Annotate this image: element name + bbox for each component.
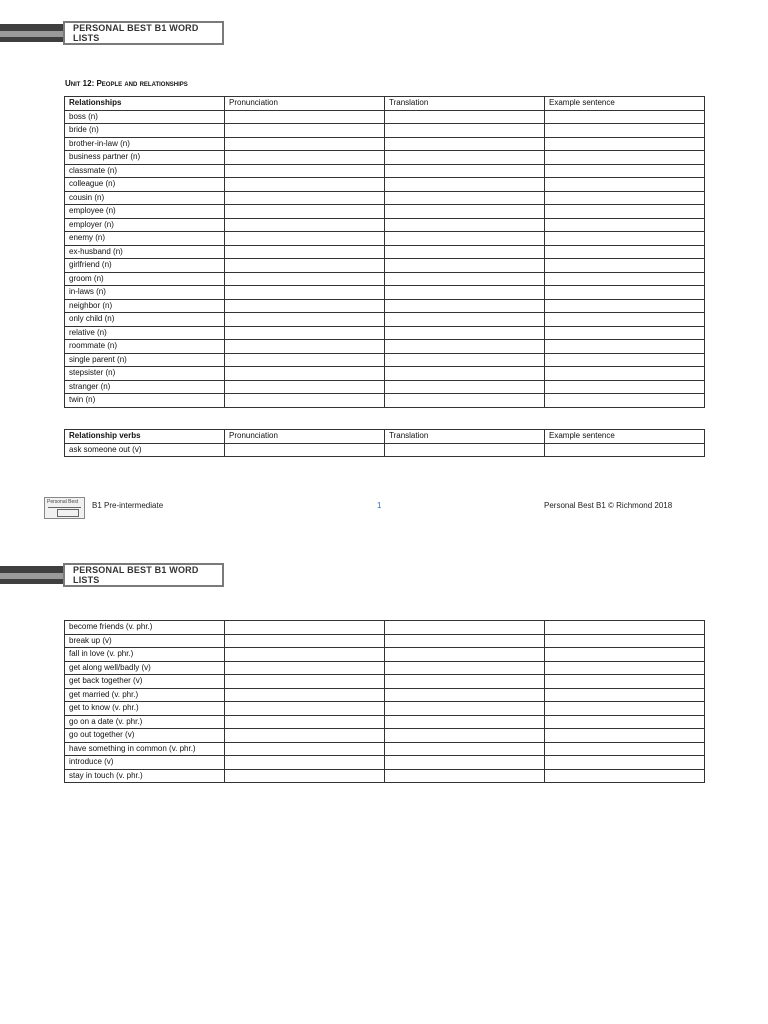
example-sentence-cell[interactable] xyxy=(545,661,705,675)
example-sentence-cell[interactable] xyxy=(545,621,705,635)
word-cell: classmate (n) xyxy=(65,164,225,178)
word-cell: get along well/badly (v) xyxy=(65,661,225,675)
translation-cell[interactable] xyxy=(385,688,545,702)
pronunciation-cell[interactable] xyxy=(225,443,385,457)
table-row xyxy=(65,634,705,648)
word-cell: only child (n) xyxy=(65,313,225,327)
word-cell: neighbor (n) xyxy=(65,299,225,313)
translation-cell[interactable] xyxy=(385,675,545,689)
pronunciation-cell[interactable] xyxy=(225,661,385,675)
example-sentence-cell[interactable] xyxy=(545,191,705,205)
translation-cell[interactable] xyxy=(385,715,545,729)
pronunciation-cell[interactable] xyxy=(225,367,385,381)
translation-cell[interactable] xyxy=(385,124,545,138)
table-row xyxy=(65,729,705,743)
header-bar-dark-lower xyxy=(0,579,70,584)
pronunciation-cell[interactable] xyxy=(225,353,385,367)
table-row xyxy=(65,218,705,232)
word-cell: ex-husband (n) xyxy=(65,245,225,259)
table-row xyxy=(65,394,705,408)
header-translation: Translation xyxy=(385,97,545,111)
table-header-row xyxy=(65,430,705,444)
translation-cell[interactable] xyxy=(385,648,545,662)
header-example-sentence: Example sentence xyxy=(545,430,705,444)
example-sentence-cell[interactable] xyxy=(545,443,705,457)
word-cell: enemy (n) xyxy=(65,232,225,246)
pronunciation-cell[interactable] xyxy=(225,634,385,648)
word-cell: roommate (n) xyxy=(65,340,225,354)
pronunciation-cell[interactable] xyxy=(225,259,385,273)
table-row xyxy=(65,367,705,381)
word-cell: relative (n) xyxy=(65,326,225,340)
example-sentence-cell[interactable] xyxy=(545,259,705,273)
header-title-box xyxy=(63,563,224,587)
table-row xyxy=(65,313,705,327)
translation-cell[interactable] xyxy=(385,756,545,770)
personal-best-logo xyxy=(44,497,85,519)
table-row xyxy=(65,286,705,300)
word-cell: cousin (n) xyxy=(65,191,225,205)
example-sentence-cell[interactable] xyxy=(545,272,705,286)
table-row xyxy=(65,443,705,457)
word-cell: business partner (n) xyxy=(65,151,225,165)
pronunciation-cell[interactable] xyxy=(225,756,385,770)
table-row xyxy=(65,245,705,259)
table-row xyxy=(65,232,705,246)
translation-cell[interactable] xyxy=(385,178,545,192)
footer-page-number: 1 xyxy=(377,501,382,510)
example-sentence-cell[interactable] xyxy=(545,367,705,381)
table-row xyxy=(65,205,705,219)
word-cell: fall in love (v. phr.) xyxy=(65,648,225,662)
table-row xyxy=(65,137,705,151)
example-sentence-cell[interactable] xyxy=(545,729,705,743)
table-row xyxy=(65,380,705,394)
translation-cell[interactable] xyxy=(385,299,545,313)
pronunciation-cell[interactable] xyxy=(225,245,385,259)
word-cell: employee (n) xyxy=(65,205,225,219)
pronunciation-cell[interactable] xyxy=(225,648,385,662)
translation-cell[interactable] xyxy=(385,137,545,151)
translation-cell[interactable] xyxy=(385,313,545,327)
pronunciation-cell[interactable] xyxy=(225,205,385,219)
table-row xyxy=(65,661,705,675)
example-sentence-cell[interactable] xyxy=(545,756,705,770)
word-cell: groom (n) xyxy=(65,272,225,286)
word-cell: get married (v. phr.) xyxy=(65,688,225,702)
example-sentence-cell[interactable] xyxy=(545,151,705,165)
table-row xyxy=(65,110,705,124)
table-row xyxy=(65,272,705,286)
table-row xyxy=(65,191,705,205)
pronunciation-cell[interactable] xyxy=(225,394,385,408)
translation-cell[interactable] xyxy=(385,634,545,648)
table-row xyxy=(65,326,705,340)
example-sentence-cell[interactable] xyxy=(545,110,705,124)
table-row xyxy=(65,715,705,729)
word-cell: break up (v) xyxy=(65,634,225,648)
word-cell: become friends (v. phr.) xyxy=(65,621,225,635)
page-2 xyxy=(0,545,768,1024)
pronunciation-cell[interactable] xyxy=(225,137,385,151)
example-sentence-cell[interactable] xyxy=(545,742,705,756)
page-footer xyxy=(0,497,768,521)
header-bar-dark xyxy=(0,566,70,573)
example-sentence-cell[interactable] xyxy=(545,286,705,300)
header-decoration xyxy=(0,0,70,30)
pronunciation-cell[interactable] xyxy=(225,232,385,246)
example-sentence-cell[interactable] xyxy=(545,634,705,648)
pronunciation-cell[interactable] xyxy=(225,769,385,783)
header-title-box xyxy=(63,21,224,45)
pronunciation-cell[interactable] xyxy=(225,218,385,232)
translation-cell[interactable] xyxy=(385,164,545,178)
word-cell: boss (n) xyxy=(65,110,225,124)
example-sentence-cell[interactable] xyxy=(545,380,705,394)
table-header-row xyxy=(65,97,705,111)
unit-title: Unit 12: People and relationships xyxy=(65,79,188,88)
translation-cell[interactable] xyxy=(385,621,545,635)
table-row xyxy=(65,178,705,192)
translation-cell[interactable] xyxy=(385,259,545,273)
word-cell: colleague (n) xyxy=(65,178,225,192)
table-row xyxy=(65,742,705,756)
translation-cell[interactable] xyxy=(385,353,545,367)
table-row xyxy=(65,164,705,178)
example-sentence-cell[interactable] xyxy=(545,648,705,662)
word-cell: stranger (n) xyxy=(65,380,225,394)
word-cell: ask someone out (v) xyxy=(65,443,225,457)
word-cell: go out together (v) xyxy=(65,729,225,743)
header-pronunciation: Pronunciation xyxy=(225,97,385,111)
translation-cell[interactable] xyxy=(385,151,545,165)
table-row xyxy=(65,675,705,689)
word-cell: single parent (n) xyxy=(65,353,225,367)
table-row xyxy=(65,688,705,702)
translation-cell[interactable] xyxy=(385,729,545,743)
pronunciation-cell[interactable] xyxy=(225,110,385,124)
pronunciation-cell[interactable] xyxy=(225,272,385,286)
relationships-table xyxy=(64,96,705,408)
example-sentence-cell[interactable] xyxy=(545,232,705,246)
example-sentence-cell[interactable] xyxy=(545,137,705,151)
example-sentence-cell[interactable] xyxy=(545,394,705,408)
translation-cell[interactable] xyxy=(385,367,545,381)
pronunciation-cell[interactable] xyxy=(225,621,385,635)
header-decoration xyxy=(0,545,70,575)
table-row xyxy=(65,259,705,273)
pronunciation-cell[interactable] xyxy=(225,286,385,300)
example-sentence-cell[interactable] xyxy=(545,702,705,716)
translation-cell[interactable] xyxy=(385,286,545,300)
translation-cell[interactable] xyxy=(385,110,545,124)
pronunciation-cell[interactable] xyxy=(225,299,385,313)
translation-cell[interactable] xyxy=(385,380,545,394)
pronunciation-cell[interactable] xyxy=(225,729,385,743)
example-sentence-cell[interactable] xyxy=(545,326,705,340)
word-cell: have something in common (v. phr.) xyxy=(65,742,225,756)
table-row xyxy=(65,756,705,770)
word-cell: go on a date (v. phr.) xyxy=(65,715,225,729)
word-cell: girlfriend (n) xyxy=(65,259,225,273)
pronunciation-cell[interactable] xyxy=(225,151,385,165)
example-sentence-cell[interactable] xyxy=(545,675,705,689)
table-row xyxy=(65,769,705,783)
translation-cell[interactable] xyxy=(385,205,545,219)
translation-cell[interactable] xyxy=(385,702,545,716)
header-example-sentence: Example sentence xyxy=(545,97,705,111)
table-row xyxy=(65,151,705,165)
word-cell: twin (n) xyxy=(65,394,225,408)
header-bar-dark xyxy=(0,24,70,31)
header-translation: Translation xyxy=(385,430,545,444)
translation-cell[interactable] xyxy=(385,326,545,340)
pronunciation-cell[interactable] xyxy=(225,715,385,729)
pronunciation-cell[interactable] xyxy=(225,688,385,702)
translation-cell[interactable] xyxy=(385,394,545,408)
translation-cell[interactable] xyxy=(385,232,545,246)
relationship-verbs-table-continued xyxy=(64,620,705,783)
example-sentence-cell[interactable] xyxy=(545,205,705,219)
header-bar-dark-lower xyxy=(0,37,70,42)
translation-cell[interactable] xyxy=(385,443,545,457)
example-sentence-cell[interactable] xyxy=(545,124,705,138)
translation-cell[interactable] xyxy=(385,191,545,205)
translation-cell[interactable] xyxy=(385,340,545,354)
translation-cell[interactable] xyxy=(385,661,545,675)
footer-level: B1 Pre-intermediate xyxy=(92,501,164,510)
header-title: PERSONAL BEST B1 WORD LISTS xyxy=(73,565,199,585)
table-row xyxy=(65,124,705,138)
example-sentence-cell[interactable] xyxy=(545,245,705,259)
translation-cell[interactable] xyxy=(385,742,545,756)
word-cell: introduce (v) xyxy=(65,756,225,770)
table-row xyxy=(65,340,705,354)
pronunciation-cell[interactable] xyxy=(225,340,385,354)
word-cell: employer (n) xyxy=(65,218,225,232)
pronunciation-cell[interactable] xyxy=(225,380,385,394)
word-cell: stay in touch (v. phr.) xyxy=(65,769,225,783)
example-sentence-cell[interactable] xyxy=(545,688,705,702)
table-row xyxy=(65,353,705,367)
pronunciation-cell[interactable] xyxy=(225,164,385,178)
pronunciation-cell[interactable] xyxy=(225,124,385,138)
word-cell: stepsister (n) xyxy=(65,367,225,381)
word-cell: in-laws (n) xyxy=(65,286,225,300)
pronunciation-cell[interactable] xyxy=(225,313,385,327)
pronunciation-cell[interactable] xyxy=(225,702,385,716)
example-sentence-cell[interactable] xyxy=(545,313,705,327)
example-sentence-cell[interactable] xyxy=(545,299,705,313)
table-row xyxy=(65,621,705,635)
example-sentence-cell[interactable] xyxy=(545,164,705,178)
table-row xyxy=(65,702,705,716)
example-sentence-cell[interactable] xyxy=(545,340,705,354)
word-cell: bride (n) xyxy=(65,124,225,138)
translation-cell[interactable] xyxy=(385,218,545,232)
example-sentence-cell[interactable] xyxy=(545,353,705,367)
pronunciation-cell[interactable] xyxy=(225,742,385,756)
relationship-verbs-table xyxy=(64,429,705,457)
header-relationship-verbs: Relationship verbs xyxy=(65,430,225,444)
translation-cell[interactable] xyxy=(385,245,545,259)
table-row xyxy=(65,648,705,662)
pronunciation-cell[interactable] xyxy=(225,326,385,340)
example-sentence-cell[interactable] xyxy=(545,178,705,192)
translation-cell[interactable] xyxy=(385,272,545,286)
word-cell: get to know (v. phr.) xyxy=(65,702,225,716)
example-sentence-cell[interactable] xyxy=(545,715,705,729)
pronunciation-cell[interactable] xyxy=(225,178,385,192)
pronunciation-cell[interactable] xyxy=(225,675,385,689)
pronunciation-cell[interactable] xyxy=(225,191,385,205)
logo-text: Personal Best xyxy=(47,499,79,505)
table-row xyxy=(65,299,705,313)
footer-copyright: Personal Best B1 © Richmond 2018 xyxy=(544,501,673,510)
header-title: PERSONAL BEST B1 WORD LISTS xyxy=(73,23,199,43)
example-sentence-cell[interactable] xyxy=(545,218,705,232)
word-cell: brother-in-law (n) xyxy=(65,137,225,151)
translation-cell[interactable] xyxy=(385,769,545,783)
example-sentence-cell[interactable] xyxy=(545,769,705,783)
word-cell: get back together (v) xyxy=(65,675,225,689)
header-pronunciation: Pronunciation xyxy=(225,430,385,444)
header-relationships: Relationships xyxy=(65,97,225,111)
